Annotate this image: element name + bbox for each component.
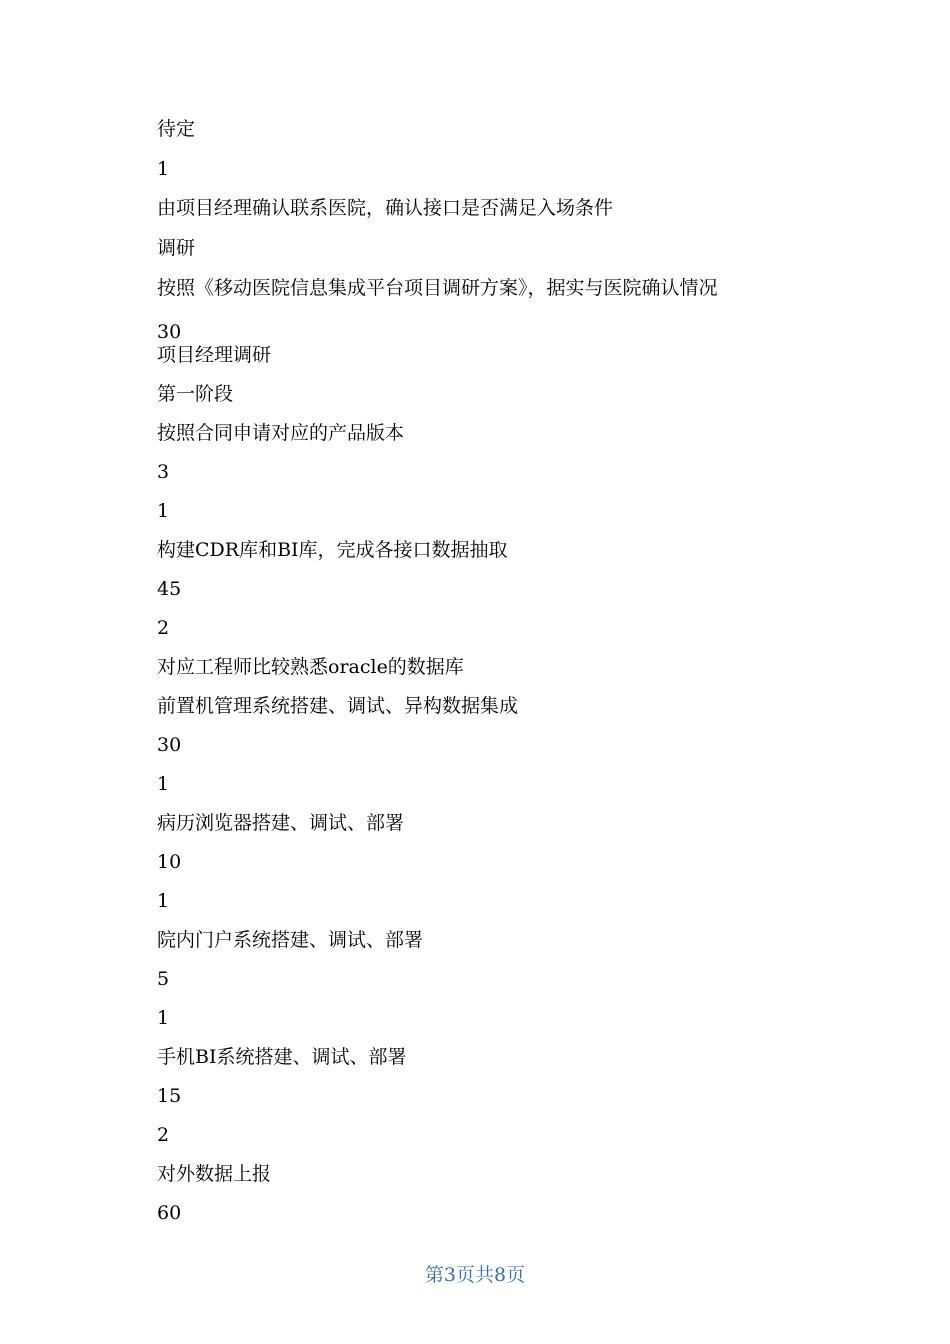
- text-line: 构建CDR库和BI库，完成各接口数据抽取: [157, 539, 508, 561]
- text-line: 2: [157, 1124, 170, 1146]
- text-line: 前置机管理系统搭建、调试、异构数据集成: [157, 695, 519, 717]
- text-line: 手机BI系统搭建、调试、部署: [157, 1046, 407, 1068]
- text-line: 按照《移动医院信息集成平台项目调研方案》，据实与医院确认情况: [157, 277, 718, 299]
- text-line: 10: [157, 851, 182, 873]
- text-line: 对应工程师比较熟悉oracle的数据库: [157, 656, 464, 678]
- text-line: 待定: [157, 118, 196, 140]
- text-line: 30: [157, 734, 182, 756]
- text-line: 3: [157, 461, 170, 483]
- text-line: 1: [157, 500, 170, 522]
- text-line: 1: [157, 890, 170, 912]
- text-line: 院内门户系统搭建、调试、部署: [157, 929, 424, 951]
- text-line: 对外数据上报: [157, 1163, 272, 1185]
- text-line: 15: [157, 1085, 182, 1107]
- text-line: 1: [157, 158, 170, 180]
- text-line: 60: [157, 1202, 182, 1224]
- text-line: 5: [157, 968, 170, 990]
- text-line: 调研: [157, 237, 196, 259]
- page-number-footer: 第3页共8页: [424, 1264, 526, 1286]
- text-line: 2: [157, 617, 170, 639]
- text-line: 第一阶段: [157, 383, 234, 405]
- text-line: 项目经理调研: [157, 344, 272, 366]
- text-line: 45: [157, 578, 182, 600]
- text-line: 病历浏览器搭建、调试、部署: [157, 812, 405, 834]
- text-line: 1: [157, 773, 170, 795]
- text-line: 30: [157, 321, 182, 343]
- text-line: 1: [157, 1007, 170, 1029]
- text-line: 由项目经理确认联系医院，确认接口是否满足入场条件: [157, 197, 614, 219]
- text-line: 按照合同申请对应的产品版本: [157, 422, 405, 444]
